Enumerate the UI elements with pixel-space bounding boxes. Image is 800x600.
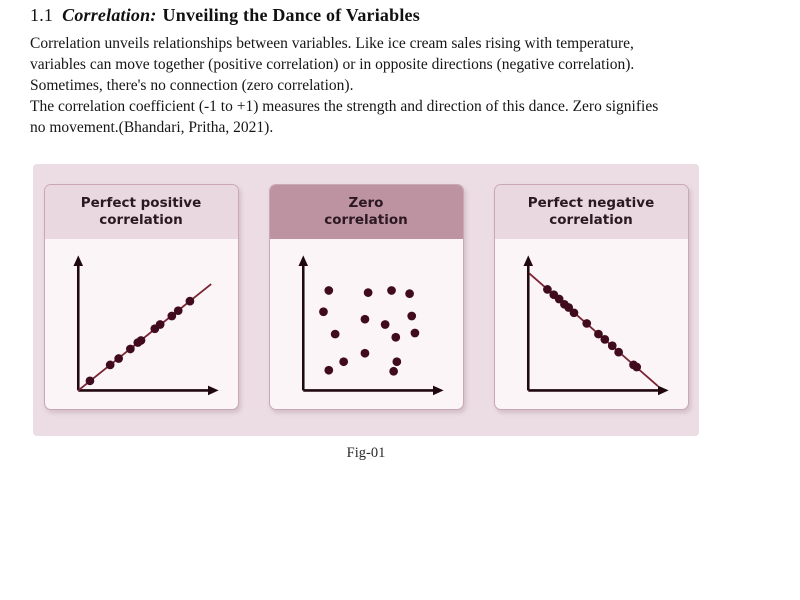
text-line: Sometimes, there's no connection (zero correlation). bbox=[30, 77, 354, 94]
data-point bbox=[114, 354, 123, 363]
data-point bbox=[387, 286, 396, 295]
data-point bbox=[339, 357, 348, 366]
data-point bbox=[381, 320, 390, 329]
card-title-line2: correlation bbox=[99, 212, 183, 228]
data-point bbox=[86, 376, 95, 385]
data-point bbox=[364, 288, 373, 297]
data-point bbox=[389, 366, 398, 375]
data-point bbox=[582, 319, 591, 328]
data-point bbox=[392, 357, 401, 366]
data-point bbox=[361, 348, 370, 357]
coefficient-paragraph bbox=[30, 96, 770, 138]
card-title bbox=[45, 185, 238, 239]
perfect-positive-chart-svg bbox=[57, 250, 225, 399]
section-number: 1.1 bbox=[30, 5, 54, 25]
data-point bbox=[407, 311, 416, 320]
data-point bbox=[361, 314, 370, 323]
data-point bbox=[174, 306, 183, 315]
data-point bbox=[331, 329, 340, 338]
card-zero-correlation bbox=[269, 184, 464, 410]
data-point bbox=[126, 344, 135, 353]
figure-caption: Fig-01 bbox=[346, 445, 386, 461]
data-point bbox=[614, 347, 623, 356]
text-line: no movement.(Bhandari, Pritha, 2021). bbox=[30, 119, 274, 136]
negative-correlation-plot bbox=[495, 239, 688, 409]
zero-correlation-plot bbox=[270, 239, 463, 409]
card-perfect-positive-correlation bbox=[44, 184, 239, 410]
data-point bbox=[411, 328, 420, 337]
data-point bbox=[324, 365, 333, 374]
card-title bbox=[270, 185, 463, 239]
data-point bbox=[632, 362, 641, 371]
data-point bbox=[405, 289, 414, 298]
data-point bbox=[186, 296, 195, 305]
section-heading bbox=[30, 5, 770, 26]
heading-term: Correlation: bbox=[62, 5, 157, 25]
data-point bbox=[106, 360, 115, 369]
text-line: The correlation coefficient (-1 to +1) measures the strength and direction of this dance. Zero signifies bbox=[30, 98, 659, 115]
data-point bbox=[608, 341, 617, 350]
zero-chart-svg bbox=[282, 250, 450, 399]
correlation-figure bbox=[33, 164, 699, 436]
data-point bbox=[156, 320, 165, 329]
card-title-line1: Perfect negative bbox=[527, 195, 655, 211]
card-perfect-negative-correlation bbox=[494, 184, 689, 410]
data-point bbox=[570, 308, 579, 317]
card-title-line2: correlation bbox=[549, 212, 633, 228]
perfect-negative-chart-svg bbox=[507, 250, 675, 399]
card-title-line2: correlation bbox=[324, 212, 408, 228]
text-line: Correlation unveils relationships between variables. Like ice cream sales rising with temperature, bbox=[30, 35, 634, 52]
heading-title: Unveiling the Dance of Variables bbox=[162, 5, 420, 25]
text-line: variables can move together (positive correlation) or in opposite directions (negative correlation). bbox=[30, 56, 635, 73]
positive-correlation-plot bbox=[45, 239, 238, 409]
card-title-line1: Zero bbox=[348, 195, 384, 211]
data-point bbox=[600, 335, 609, 344]
card-title bbox=[495, 185, 688, 239]
data-point bbox=[324, 286, 333, 295]
data-point bbox=[319, 307, 328, 316]
data-point bbox=[137, 336, 146, 345]
intro-paragraph bbox=[30, 33, 770, 96]
data-point bbox=[391, 332, 400, 341]
card-title-line1: Perfect positive bbox=[80, 195, 202, 211]
